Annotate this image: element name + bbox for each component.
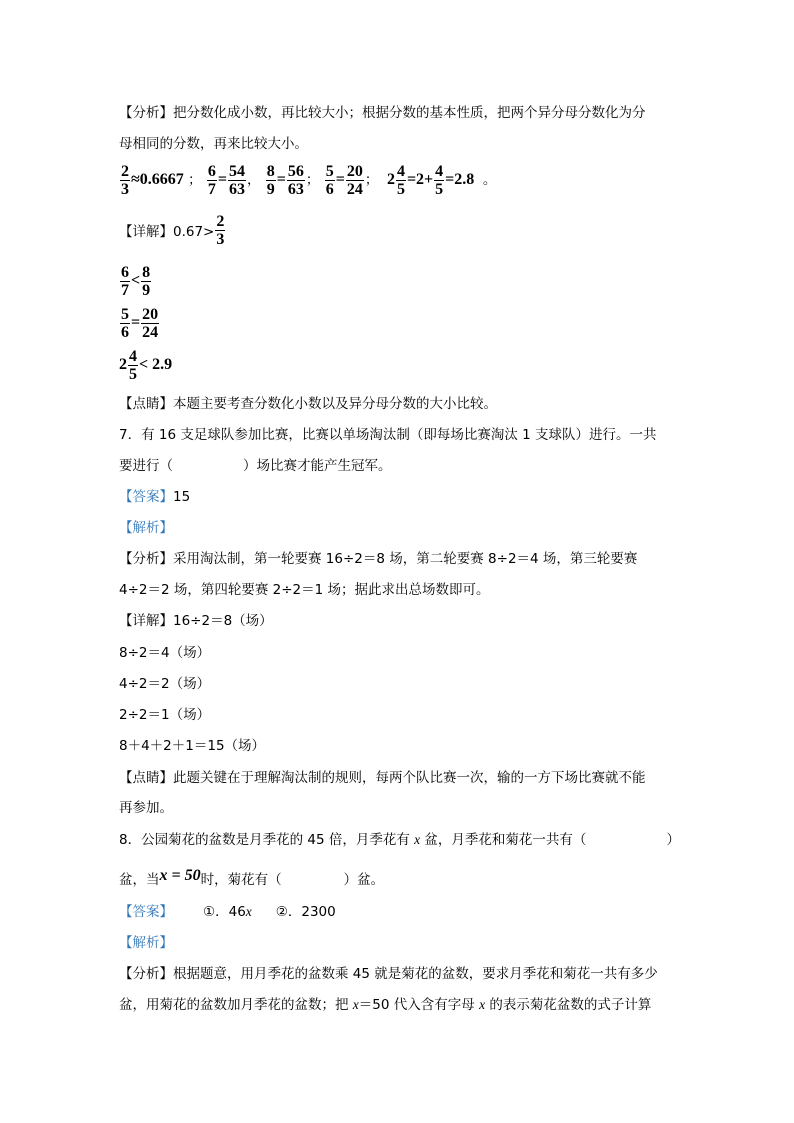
fraction: $\frac{2}{3}$ <box>216 213 225 248</box>
math-x-eq-50: x = 50 <box>159 867 201 884</box>
fraction: $\frac{5}{6}$ <box>121 305 129 341</box>
fraction: $\frac{6}{7}$ <box>121 263 129 299</box>
fraction: $\frac{4}{5}$ <box>435 162 444 198</box>
question-7-line2: 要进行（ ）场比赛才能产生冠军。 <box>119 458 392 474</box>
approx: ≈0.6667 <box>131 171 184 188</box>
detail-line: 8＋4＋2＋1＝15（场） <box>119 738 266 754</box>
comment: 【点睛】本题主要考查分数化小数以及异分母分数的大小比较。 <box>119 396 497 412</box>
sep: ； <box>305 172 320 188</box>
eq: = <box>217 171 227 188</box>
detail-line <box>119 346 172 384</box>
answer-value: 15 <box>173 489 191 505</box>
sep: ， <box>247 172 261 188</box>
fraction: $\frac{6}{7}$ <box>207 162 216 198</box>
question-7: 7．有 16 支足球队参加比赛，比赛以单场淘汰制（即每场比赛淘汰 1 支球队）进行。一共 <box>119 427 657 443</box>
detail-line <box>119 304 160 342</box>
detail-line <box>119 212 226 252</box>
eq: = <box>276 171 286 188</box>
answer-line <box>119 487 190 507</box>
analysis-text: 4÷2＝2 场，第四轮要赛 2÷2＝1 场；据此求出总场数即可。 <box>119 582 490 598</box>
answer-1: ①．46 <box>203 904 246 920</box>
sep: ； <box>188 172 202 188</box>
comment: 【点睛】此题关键在于理解淘汰制的规则，每两个队比赛一次，输的一方下场比赛就不能 <box>119 770 646 786</box>
question-8-line2: 盆，当x = 50时，菊花有（ ）盆。 <box>119 867 385 888</box>
fraction: $\frac{4}{5}$ <box>129 347 137 383</box>
analysis-text: 【分析】把分数化成小数，再比较大小；根据分数的基本性质，把两个异分母分数化为分 <box>119 105 646 121</box>
eq: = <box>335 171 345 188</box>
fraction: $\frac{56}{63}$ <box>287 162 304 198</box>
fraction: $\frac{4}{5}$ <box>396 162 405 198</box>
sep: ； <box>364 172 379 188</box>
fraction: $\frac{20}{24}$ <box>142 305 159 341</box>
detail-line: 8÷2＝4（场） <box>119 645 211 661</box>
fraction: $\frac{20}{24}$ <box>346 162 363 198</box>
plus: =2+ <box>406 171 434 188</box>
detail-line <box>119 262 152 300</box>
detail-label: 【详解】0.67> <box>119 224 215 240</box>
fraction: $\frac{5}{6}$ <box>325 162 334 198</box>
comment: 再参加。 <box>119 800 173 816</box>
whole: 2 <box>119 356 127 373</box>
analysis-text: 盆，用菊花的盆数加月季花的盆数；把 x＝50 代入含有字母 x 的表示菊花盆数的式子计算 <box>119 997 652 1013</box>
detail-line: 2÷2＝1（场） <box>119 707 211 723</box>
result: =2.8 <box>445 171 475 188</box>
answer-line: 【答案】 ①．46x ②．2300 <box>119 904 336 920</box>
jiexi-label: 【解析】 <box>119 935 173 951</box>
fraction: $\frac{2}{3}$ <box>121 162 129 198</box>
end: 。 <box>482 172 497 188</box>
compare: < 2.9 <box>139 356 173 373</box>
answer-2: ②．2300 <box>275 904 336 920</box>
lt: < <box>131 272 141 289</box>
answer-label: 【答案】 <box>119 489 173 505</box>
question-8: 8．公园菊花的盆数是月季花的 45 倍，月季花有 x 盆，月季花和菊花一共有（ ） <box>119 832 680 848</box>
jiexi-label: 【解析】 <box>119 520 173 536</box>
fraction: $\frac{54}{63}$ <box>229 162 245 198</box>
analysis-text: 【分析】采用淘汰制，第一轮要赛 16÷2＝8 场，第二轮要赛 8÷2＝4 场，第三轮要赛 <box>119 551 638 567</box>
analysis-text: 【分析】根据题意，用月季花的盆数乘 45 就是菊花的盆数，要求月季花和菊花一共有多少 <box>119 966 658 982</box>
fraction: $\frac{8}{9}$ <box>142 263 151 299</box>
eq: = <box>131 314 141 331</box>
detail-line: 【详解】16÷2＝8（场） <box>119 613 273 629</box>
detail-line: 4÷2＝2（场） <box>119 676 211 692</box>
fraction: $\frac{8}{9}$ <box>266 162 275 198</box>
math-line <box>119 160 496 200</box>
analysis-text: 母相同的分数，再来比较大小。 <box>119 136 308 152</box>
whole: 2 <box>386 171 395 188</box>
answer-label: 【答案】 <box>119 904 173 920</box>
